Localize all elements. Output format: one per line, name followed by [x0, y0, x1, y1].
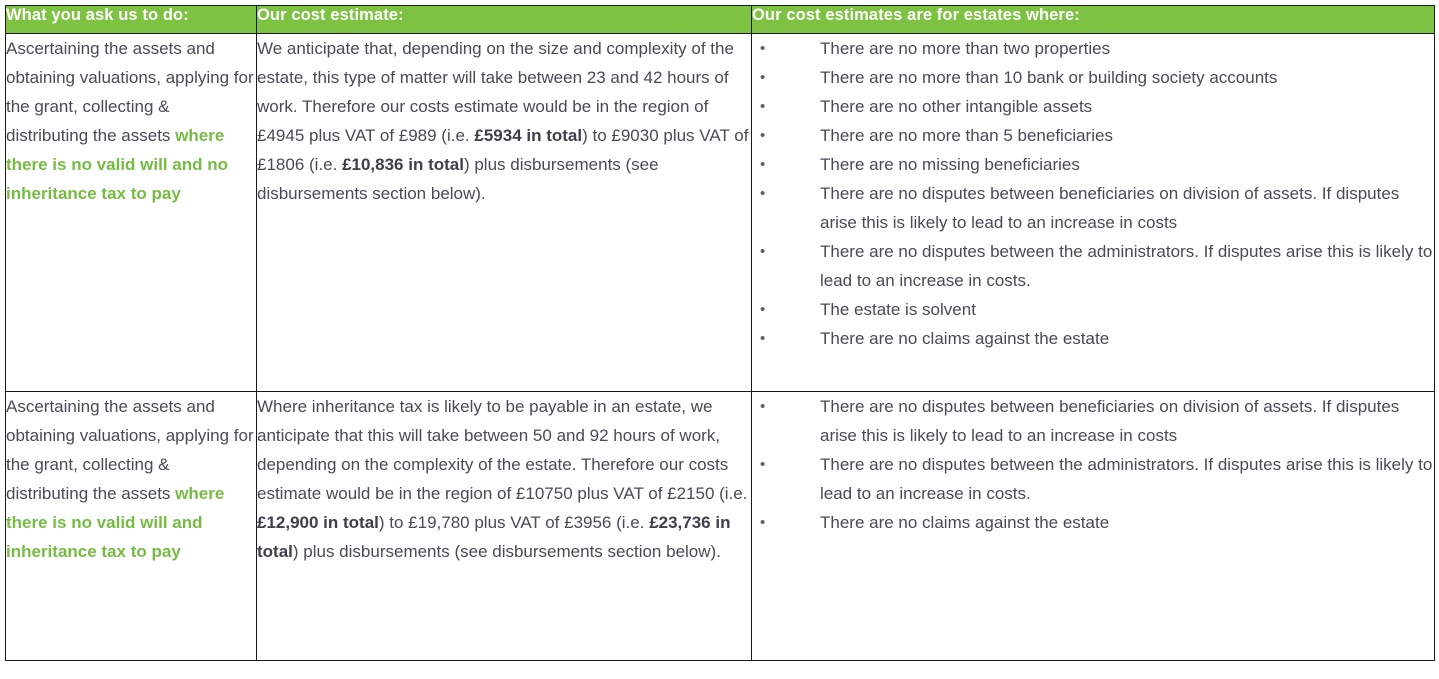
cost-estimate-table-container [5, 5, 1434, 661]
estimate-cell [257, 392, 752, 661]
conditions-list [752, 392, 1434, 537]
list-item: • There are no claims against the estate [752, 324, 1434, 353]
column-header-cost-estimate: Our cost estimate: [257, 6, 752, 34]
task-cell [6, 392, 257, 661]
list-item: • There are no claims against the estate [752, 508, 1434, 537]
estimate-text-part-2: ) to £9030 plus VAT of £1806 (i.e. [257, 126, 749, 174]
conditions-cell [752, 392, 1435, 661]
task-cell [6, 34, 257, 392]
estimate-description [257, 34, 751, 208]
list-item: • There are no disputes between beneficiaries on division of assets. If disputes arise this is likely to lead to an increase in costs [752, 392, 1434, 450]
table-body [6, 34, 1435, 661]
estimate-text-part-3: ) plus disbursements (see disbursements section below). [257, 155, 659, 203]
task-description [6, 34, 256, 208]
task-description-normal: Ascertaining the assets and obtaining valuations, applying for the grant, collecting & distributing the assets [6, 397, 254, 503]
estimate-total-2: £23,736 in total [257, 513, 731, 561]
list-item: • There are no more than two properties [752, 34, 1434, 63]
list-item: • There are no disputes between the administrators. If disputes arise this is likely to lead to an increase in costs. [752, 450, 1434, 508]
cost-estimate-table [5, 5, 1435, 661]
estimate-total-2: £10,836 in total [342, 155, 464, 174]
list-item: • There are no other intangible assets [752, 92, 1434, 121]
column-header-task: What you ask us to do: [6, 6, 257, 34]
estimate-text-part-3: ) plus disbursements (see disbursements section below). [292, 542, 721, 561]
table-row [6, 392, 1435, 661]
estimate-text-part-1: Where inheritance tax is likely to be payable in an estate, we anticipate that this will take between 50 and 92 hours of work, depending on the complexity of the estate. Therefore our costs estimate would be in the region of £10750 plus VAT of £2150 (i.e. [257, 397, 748, 503]
task-description [6, 392, 256, 566]
column-header-conditions: Our cost estimates are for estates where: [752, 6, 1435, 34]
list-item: • There are no more than 10 bank or building society accounts [752, 63, 1434, 92]
estimate-description [257, 392, 751, 566]
list-item: • The estate is solvent [752, 295, 1434, 324]
list-item: • There are no disputes between beneficiaries on division of assets. If disputes arise this is likely to lead to an increase in costs [752, 179, 1434, 237]
task-description-highlight: where there is no valid will and inheritance tax to pay [6, 484, 225, 561]
task-description-highlight: where there is no valid will and no inheritance tax to pay [6, 126, 228, 203]
task-description-normal: Ascertaining the assets and obtaining valuations, applying for the grant, collecting & distributing the assets [6, 39, 254, 145]
list-item: • There are no disputes between the administrators. If disputes arise this is likely to lead to an increase in costs. [752, 237, 1434, 295]
table-header-row [6, 6, 1435, 34]
estimate-cell [257, 34, 752, 392]
estimate-total-1: £12,900 in total [257, 513, 379, 532]
estimate-text-part-2: ) to £19,780 plus VAT of £3956 (i.e. [378, 513, 650, 532]
list-item: • There are no missing beneficiaries [752, 150, 1434, 179]
table-row [6, 34, 1435, 392]
estimate-text-part-1: We anticipate that, depending on the size and complexity of the estate, this type of matter will take between 23 and 42 hours of work. Therefore our costs estimate would be in the region of £4945 plus VAT of £989 (i.e. [257, 39, 734, 145]
table-header [6, 6, 1435, 34]
list-item: • There are no more than 5 beneficiaries [752, 121, 1434, 150]
conditions-list [752, 34, 1434, 353]
conditions-cell [752, 34, 1435, 392]
estimate-total-1: £5934 in total [474, 126, 583, 145]
